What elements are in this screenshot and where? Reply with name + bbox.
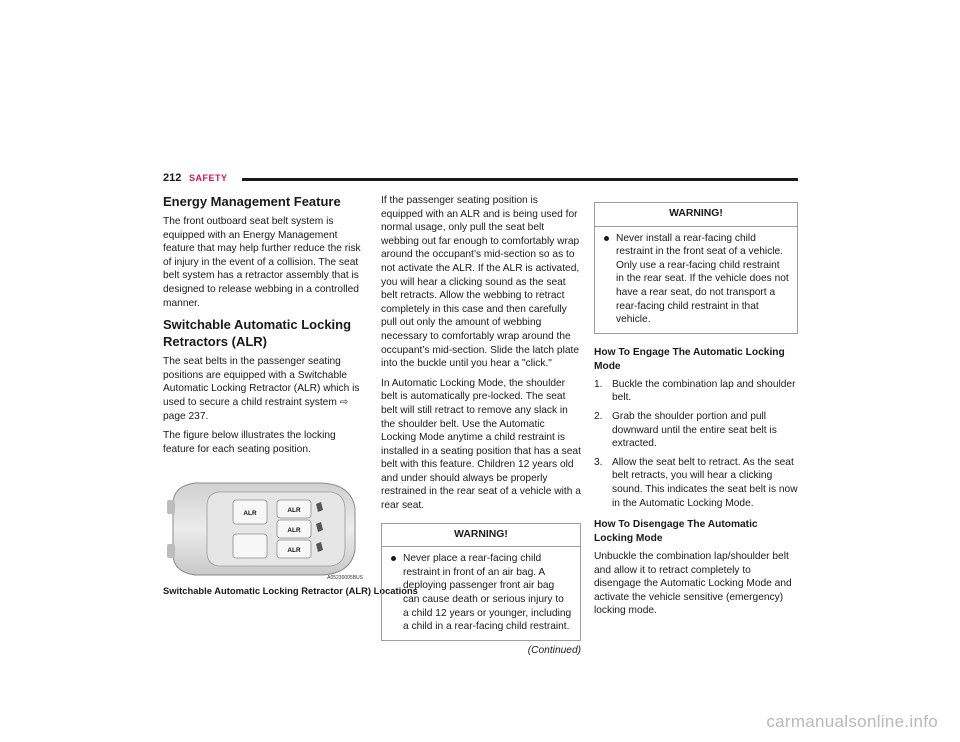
warning-box-airbag <box>381 523 581 641</box>
seat-front-driver <box>233 534 267 558</box>
warning-body <box>382 547 580 640</box>
continued-note: (Continued) <box>527 644 581 656</box>
figure-caption: Switchable Automatic Locking Retractor (ALR) Locations <box>163 585 418 597</box>
page-header <box>163 172 798 188</box>
step-number: 3. <box>594 456 603 468</box>
energy-management-heading: Energy Management Feature <box>163 194 341 209</box>
page-reference-link[interactable]: page 237. <box>163 410 209 422</box>
warning-body <box>595 227 797 333</box>
header-rule <box>242 178 798 181</box>
step-text: Buckle the combination lap and shoulder belt. <box>612 378 796 404</box>
list-item <box>594 378 798 405</box>
disengage-text: Unbuckle the combination lap/shoulder belt and allow it to retract completely to disengage the Automatic Locking Mode and activate the vehicle sensitive (emergency) locking mode. <box>594 551 792 617</box>
column-3 <box>594 202 798 624</box>
warning-bullet-text: Never place a rear-facing child restraint in front of an air bag. A deploying passenger front air bag can cause death or serious injury to a child 12 years or younger, including a child in a rear-facing child restraint. <box>390 552 572 634</box>
vehicle-top-view-diagram <box>163 478 368 580</box>
warning-box-rear-facing <box>594 202 798 334</box>
column-1 <box>163 194 418 598</box>
alr-intro-text: The seat belts in the passenger seating positions are equipped with a Switchable Automatic Locking Retractor (ALR) which is used to secure a child restraint system <box>163 356 360 408</box>
page-number: 212 <box>163 172 182 184</box>
alr-label-rear-center: ALR <box>287 527 301 535</box>
alr-label-rear-right: ALR <box>287 547 301 555</box>
alr-label-front: ALR <box>243 510 257 518</box>
alr-heading: Switchable Automatic Locking Retractors (ALR) <box>163 317 352 350</box>
warning-title: WARNING! <box>595 203 797 227</box>
automatic-locking-mode-paragraph: In Automatic Locking Mode, the shoulder belt is automatically pre-locked. The seat belt will still retract to remove any slack in the shoulder belt. Use the Automatic Locking Mode anytime a child restraint is installed in a seating position that has a seat belt with this feature. Children 12 years old and under should always be properly restrained in the rear seat of a vehicle with a rear seat. <box>381 377 581 512</box>
energy-management-text: The front outboard seat belt system is equipped with an Energy Management feature that may help further reduce the risk of injury in the event of a collision. The seat belt system has a retractor assembly that is designed to release webbing in a controlled manner. <box>163 216 361 309</box>
watermark[interactable]: carmanualsonline.info <box>766 712 938 731</box>
warning-bullet-text: Never install a rear-facing child restraint in the front seat of a vehicle. Only use a rear-facing child restraint in the rear seat. If the vehicle does not have a rear seat, do not transport a rear-facing child restraint in that vehicle. <box>603 232 789 327</box>
section-title: SAFETY <box>189 173 228 183</box>
step-text: Allow the seat belt to retract. As the seat belt retracts, you will hear a clicking sound. This indicates the seat belt is now in the Automatic Locking Mode. <box>612 456 798 509</box>
column-2 <box>381 194 581 657</box>
alr-label-rear-left: ALR <box>287 507 301 515</box>
disengage-heading: How To Disengage The Automatic Locking Mode <box>594 519 758 545</box>
engage-steps-list <box>594 378 798 510</box>
page-reference-arrow-icon: ⇨ <box>339 396 349 408</box>
alr-intro-paragraph <box>163 355 368 423</box>
figure-intro-text: The figure below illustrates the locking feature for each seating position. <box>163 430 336 455</box>
vehicle-body <box>167 483 355 575</box>
step-number: 2. <box>594 410 603 422</box>
alr-usage-paragraph: If the passenger seating position is equipped with an ALR and is being used for normal usage, only pull the seat belt webbing out far enough to comfortably wrap around the occupant’s mid-section so as to not activate the ALR. If the ALR is activated, you will hear a clicking sound as the seat belt retracts. Allow the webbing to retract completely in this case and then carefully pull out only the amount of webbing necessary to comfortably wrap around the occupant’s mid-section. Slide the latch plate into the buckle until you hear a "click." <box>381 195 580 370</box>
step-number: 1. <box>594 378 603 390</box>
warning-title: WARNING! <box>382 524 580 548</box>
engage-heading: How To Engage The Automatic Locking Mode <box>594 346 785 372</box>
figure-code: A05230005BUS <box>327 575 363 581</box>
list-item <box>594 456 798 510</box>
alr-figure <box>163 478 418 598</box>
list-item <box>594 410 798 451</box>
step-text: Grab the shoulder portion and pull downward until the entire seat belt is extracted. <box>612 410 777 450</box>
